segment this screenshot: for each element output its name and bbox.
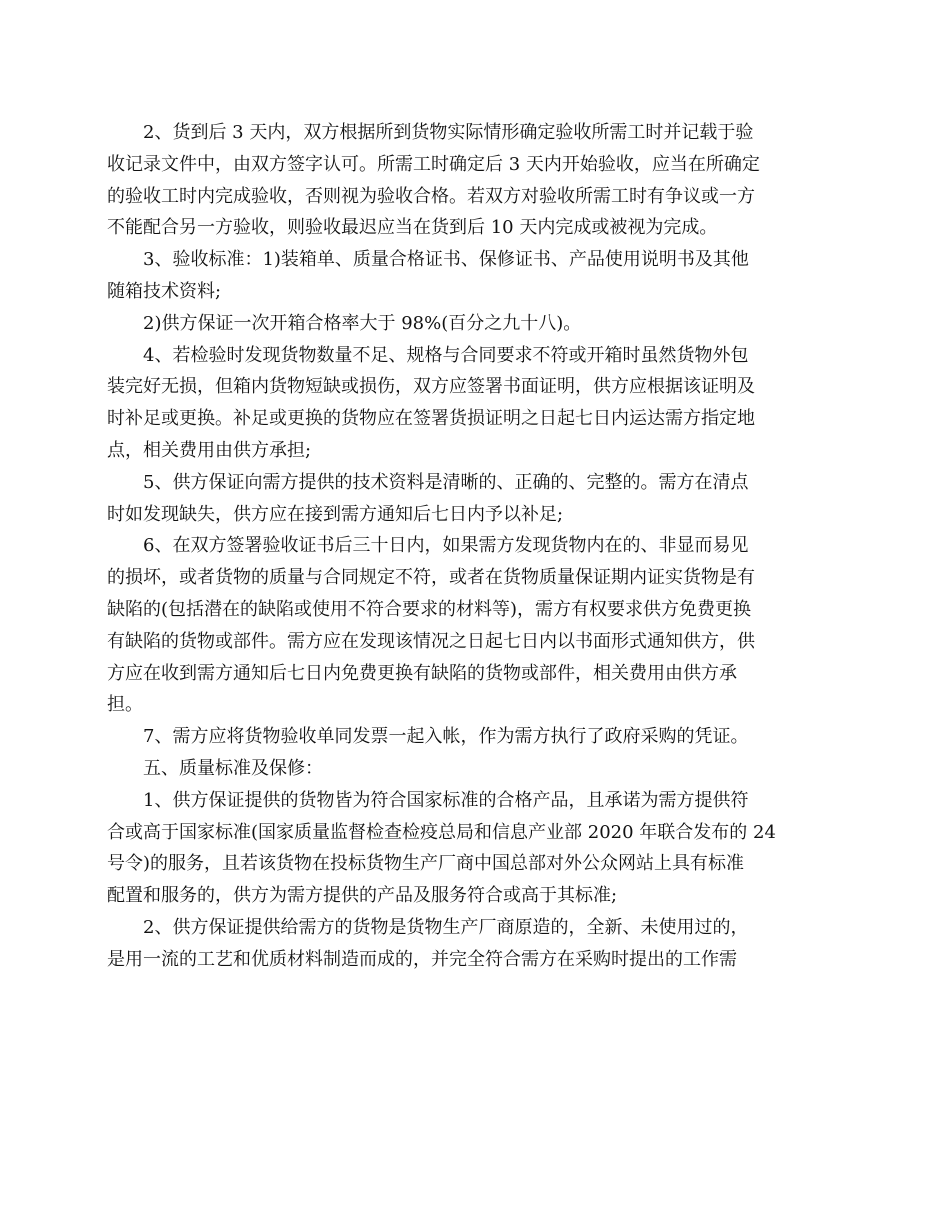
text-line: 装完好无损，但箱内货物短缺或损伤，双方应签署书面证明，供方应根据该证明及 bbox=[107, 376, 755, 398]
text-line: 有缺陷的货物或部件。需方应在发现该情况之日起七日内以书面形式通知供方，供 bbox=[107, 630, 755, 652]
text-line: 7、需方应将货物验收单同发票一起入帐，作为需方执行了政府采购的凭证。 bbox=[143, 726, 749, 748]
text-line: 收记录文件中，由双方签字认可。所需工时确定后 3 天内开始验收，应当在所确定 bbox=[107, 153, 760, 175]
section-heading-quality-warranty bbox=[143, 753, 809, 785]
text-line: 的验收工时内完成验收，否则视为验收合格。若双方对验收所需工时有争议或一方 bbox=[107, 185, 755, 207]
text-line: 点，相关费用由供方承担; bbox=[107, 439, 312, 461]
paragraph-delivery-acceptance-time bbox=[107, 117, 809, 244]
document-page bbox=[107, 117, 809, 976]
paragraph-invoice-record bbox=[143, 721, 809, 753]
paragraph-pass-rate bbox=[143, 308, 809, 340]
text-line: 是用一流的工艺和优质材料制造而成的，并完全符合需方在采购时提出的工作需 bbox=[107, 948, 737, 970]
text-line: 2、货到后 3 天内，双方根据所到货物实际情形确定验收所需工时并记载于验 bbox=[143, 122, 754, 143]
text-line: 的损坏，或者货物的质量与合同规定不符，或者在货物质量保证期内证实货物是有 bbox=[107, 567, 755, 589]
text-line: 2、供方保证提供给需方的货物是货物生产厂商原造的，全新、未使用过的， bbox=[143, 916, 749, 938]
text-line: 合或高于国家标准(国家质量监督检查检疫总局和信息产业部 2020 年联合发布的 24 bbox=[107, 821, 776, 843]
paragraph-national-standard bbox=[107, 785, 809, 912]
text-line: 随箱技术资料; bbox=[107, 280, 222, 302]
text-line: 5、供方保证向需方提供的技术资料是清晰的、正确的、完整的。需方在清点 bbox=[143, 471, 749, 493]
text-line: 号令)的服务，且若该货物在投标货物生产厂商中国总部对外公众网站上具有标准 bbox=[107, 853, 745, 875]
text-line: 2)供方保证一次开箱合格率大于 98%(百分之九十八)。 bbox=[143, 312, 582, 334]
text-line: 配置和服务的，供方为需方提供的产品及服务符合或高于其标准; bbox=[107, 885, 618, 907]
paragraph-technical-documents bbox=[107, 467, 809, 531]
paragraph-acceptance-standard bbox=[107, 244, 809, 308]
text-line: 3、验收标准：1)装箱单、质量合格证书、保修证书、产品使用说明书及其他 bbox=[143, 249, 749, 271]
text-line: 1、供方保证提供的货物皆为符合国家标准的合格产品，且承诺为需方提供符 bbox=[143, 789, 749, 811]
paragraph-shortage-damage bbox=[107, 340, 809, 467]
text-line: 担。 bbox=[107, 694, 143, 716]
paragraph-defect-replacement bbox=[107, 530, 809, 721]
text-line: 五、质量标准及保修： bbox=[143, 757, 323, 779]
text-line: 4、若检验时发现货物数量不足、规格与合同要求不符或开箱时虽然货物外包 bbox=[143, 344, 749, 366]
text-line: 缺陷的(包括潜在的缺陷或使用不符合要求的材料等)，需方有权要求供方免费更换 bbox=[107, 598, 752, 620]
text-line: 方应在收到需方通知后七日内免费更换有缺陷的货物或部件，相关费用由供方承 bbox=[107, 662, 737, 684]
text-line: 时如发现缺失，供方应在接到需方通知后七日内予以补足; bbox=[107, 503, 564, 525]
text-line: 不能配合另一方验收，则验收最迟应当在货到后 10 天内完成或被视为完成。 bbox=[107, 217, 718, 239]
text-line: 6、在双方签署验收证书后三十日内，如果需方发现货物内在的、非显而易见 bbox=[143, 535, 749, 557]
paragraph-original-goods bbox=[107, 912, 809, 976]
text-line: 时补足或更换。补足或更换的货物应在签署货损证明之日起七日内运达需方指定地 bbox=[107, 408, 755, 430]
